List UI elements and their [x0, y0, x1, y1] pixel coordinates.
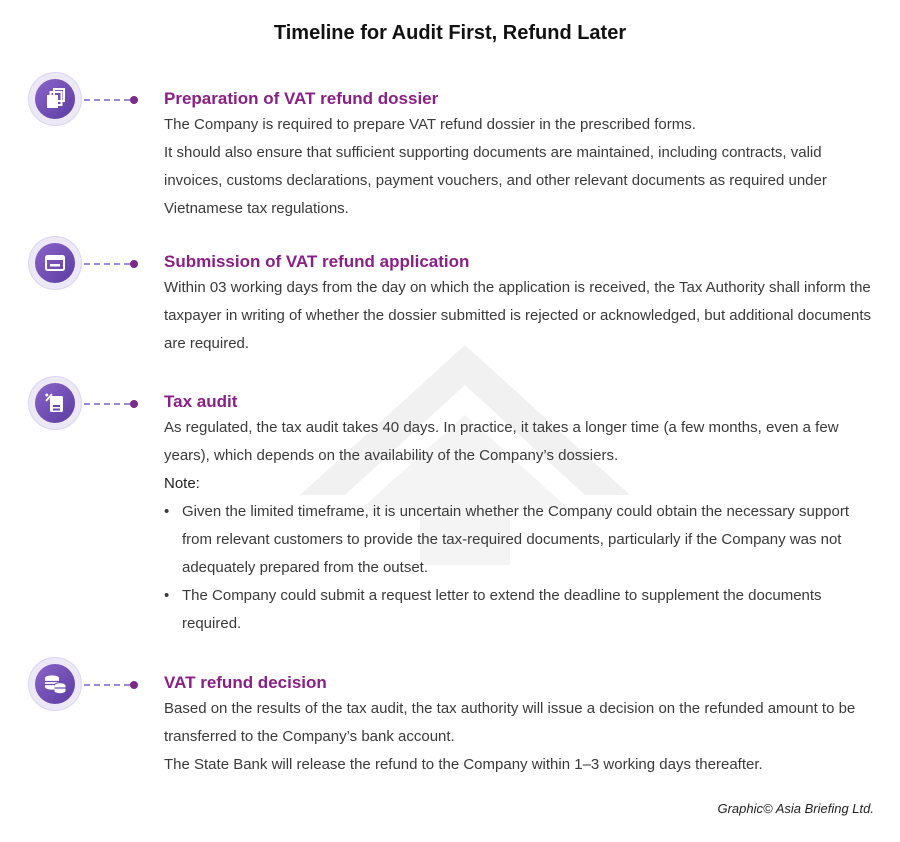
step-heading: Submission of VAT refund application — [164, 252, 470, 271]
step-paragraph: The State Bank will release the refund to the Company within 1–3 working days thereafter. — [164, 756, 763, 773]
step-paragraph: Within 03 working days from the day on which the application is received, the Tax Authority shall inform the taxpayer in writing of whether the dossier submitted is rejected or acknowledged, but additional documents are required. — [164, 279, 872, 352]
bullet-text: The Company could submit a request letter to extend the deadline to supplement the documents required. — [182, 587, 822, 632]
note-bullet-list — [164, 498, 876, 638]
note-bullet-item — [164, 582, 876, 638]
step-heading: VAT refund decision — [164, 673, 327, 692]
connector-line — [84, 684, 130, 686]
tax-percent-icon — [35, 383, 75, 423]
step-icon-badge — [29, 658, 81, 710]
step-paragraph: It should also ensure that sufficient supporting documents are maintained, including contracts, valid invoices, customs declarations, payment vouchers, and other relevant documents as required under Vietnamese tax regulations. — [164, 144, 827, 217]
connector-line — [84, 263, 130, 265]
step-paragraph: As regulated, the tax audit takes 40 days. In practice, it takes a longer time (a few months, even a few years), which depends on the availability of the Company’s dossiers. — [164, 419, 839, 464]
step-icon-badge — [29, 377, 81, 429]
step-content — [164, 671, 876, 779]
step-paragraph: Based on the results of the tax audit, the tax authority will issue a decision on the refunded amount to be transferred to the Company’s bank account. — [164, 700, 856, 745]
note-bullet-item — [164, 498, 876, 582]
bullet-marker: • — [164, 503, 170, 520]
timeline-dot — [130, 400, 138, 408]
page-title: Timeline for Audit First, Refund Later — [273, 22, 627, 44]
coins-icon — [35, 664, 75, 704]
timeline-dot — [130, 260, 138, 268]
step-content — [164, 390, 876, 638]
bullet-marker: • — [164, 587, 170, 604]
application-card-icon — [35, 243, 75, 283]
timeline-dot — [130, 96, 138, 104]
step-content — [164, 87, 876, 223]
bullet-text: Given the limited timeframe, it is uncertain whether the Company could obtain the necessary support from relevant customers to provide the tax-required documents, particularly if the Company was not adequately prepared from the outset. — [182, 503, 850, 576]
note-label: Note: — [164, 475, 200, 492]
step-content — [164, 250, 876, 358]
connector-line — [84, 99, 130, 101]
documents-icon — [35, 79, 75, 119]
timeline-dot — [130, 681, 138, 689]
connector-line — [84, 403, 130, 405]
step-icon-badge — [29, 73, 81, 125]
graphic-credit: Graphic© Asia Briefing Ltd. — [717, 801, 874, 816]
step-paragraph: The Company is required to prepare VAT refund dossier in the prescribed forms. — [164, 116, 696, 133]
step-heading: Tax audit — [164, 392, 238, 411]
step-icon-badge — [29, 237, 81, 289]
step-heading: Preparation of VAT refund dossier — [164, 89, 439, 108]
